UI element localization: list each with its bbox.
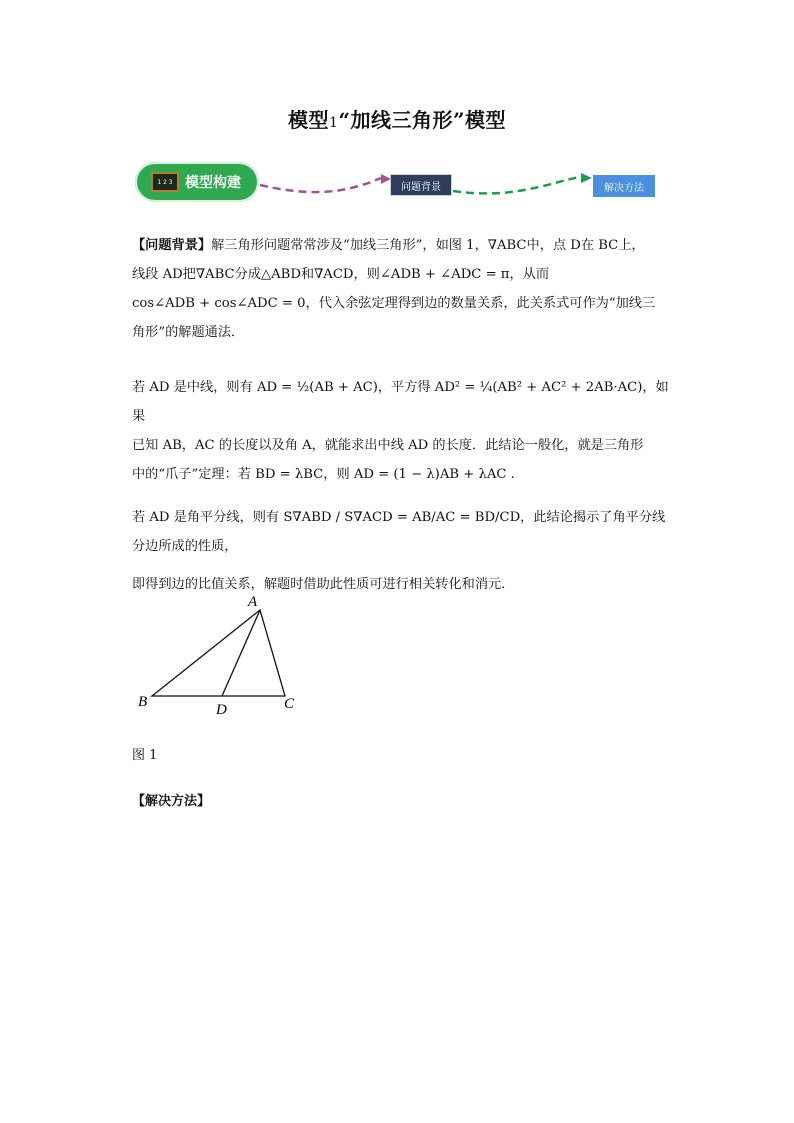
label-c: C (284, 696, 295, 712)
bisector-paragraph (132, 503, 672, 599)
triangle-abc (152, 610, 285, 696)
arrow-head-green-icon (581, 173, 592, 183)
dashed-arrow-purple (260, 178, 387, 192)
flow-step-background: 问题背景 (390, 174, 452, 196)
model-build-badge (135, 162, 259, 202)
background-line-3: cos∠ADB + cos∠ADC = 0，代入余弦定理得到边的数量关系，此关系式可作为“加线三 (132, 296, 656, 311)
chalkboard-icon: 1 2 3 (151, 172, 179, 192)
bisector-line-1: 若 AD 是角平分线，则有 S∇ABD / S∇ACD = AB/AC = BD/CD，此结论揭示了角平分线分边所成的性质， (132, 510, 666, 554)
background-line-2: 线段 AD把∇ABC分成△ABD和∇ACD，则∠ADB + ∠ADC = π，从而 (132, 267, 550, 282)
background-line-1: 【问题背景】解三角形问题常常涉及“加线三角形”，如图 1，∇ABC中，点 D在 BC上， (132, 238, 645, 253)
median-line-3: 中的“爪子”定理：若 BD = λBC，则 AD = (1 − λ)AB + λAC . (132, 467, 515, 482)
model-build-label: 模型构建 (185, 175, 241, 191)
median-paragraph (132, 373, 672, 489)
bisector-line-2: 即得到边的比值关系，解题时借助此性质可进行相关转化和消元． (132, 577, 515, 592)
figure-caption: 图 1 (132, 748, 158, 763)
dashed-arrow-green (453, 177, 587, 193)
background-paragraph (132, 231, 672, 347)
background-line-4: 角形”的解题通法． (132, 325, 245, 340)
solution-heading: 【解决方法】 (132, 794, 211, 809)
label-a: A (248, 594, 258, 610)
flow-step-solution: 解决方法 (593, 175, 655, 197)
median-line-1: 若 AD 是中线，则有 AD = ½(AB + AC)，平方得 AD² = ¼(AB² + AC² + 2AB·AC)，如果 (132, 380, 669, 424)
triangle-figure (132, 590, 312, 720)
median-line-2: 已知 AB，AC 的长度以及角 A，就能求出中线 AD 的长度．此结论一般化，就是三角形 (132, 438, 644, 453)
label-d: D (216, 702, 227, 718)
label-b: B (138, 694, 148, 710)
page-title: 模型1“加线三角形”模型 (288, 108, 506, 132)
segment-ad (222, 610, 260, 696)
